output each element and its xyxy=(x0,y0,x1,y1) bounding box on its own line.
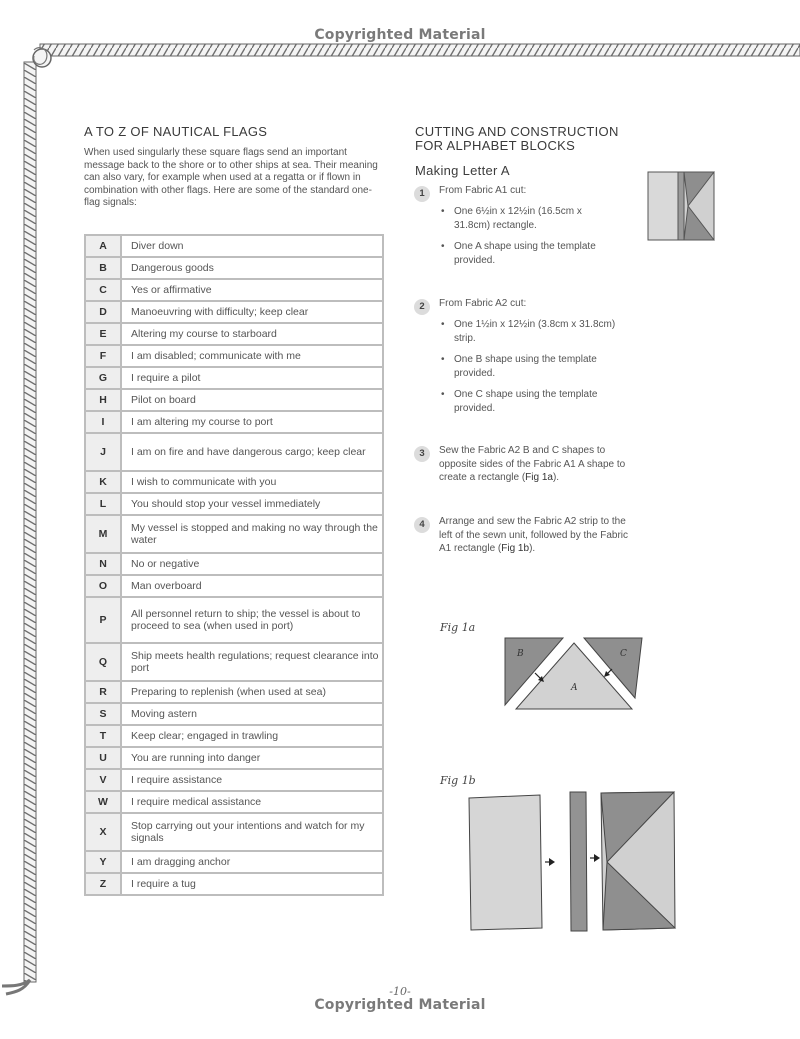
flag-letter: S xyxy=(85,703,121,725)
flag-letter: V xyxy=(85,769,121,791)
flag-row xyxy=(85,575,383,597)
step-4-text xyxy=(439,515,629,556)
flag-meaning: I wish to communicate with you xyxy=(121,471,383,493)
flag-meaning: Altering my course to starboard xyxy=(121,323,383,345)
flag-row xyxy=(85,791,383,813)
flag-row xyxy=(85,643,383,681)
step-3-number: 3 xyxy=(414,446,430,462)
flag-row xyxy=(85,471,383,493)
flag-table xyxy=(84,234,384,896)
step-1-text: From Fabric A1 cut: xyxy=(439,185,527,196)
flag-row xyxy=(85,703,383,725)
flag-meaning: All personnel return to ship; the vessel is about to proceed to sea (when used in port) xyxy=(121,597,383,643)
step-4-fig-ref: Fig 1b xyxy=(501,543,530,554)
flag-letter: R xyxy=(85,681,121,703)
flag-row xyxy=(85,279,383,301)
flags-title: A TO Z OF NAUTICAL FLAGS xyxy=(84,124,268,139)
flag-row xyxy=(85,235,383,257)
flag-letter: E xyxy=(85,323,121,345)
flag-letter: I xyxy=(85,411,121,433)
flag-row xyxy=(85,257,383,279)
step-4-number: 4 xyxy=(414,517,430,533)
flag-letter: T xyxy=(85,725,121,747)
step-4-text-main: Arrange and sew the Fabric A2 strip to the left of the sewn unit, followed by the Fabric A1 rectangle ( xyxy=(439,516,628,554)
flag-letter: O xyxy=(85,575,121,597)
flag-meaning: Man overboard xyxy=(121,575,383,597)
flag-letter: J xyxy=(85,433,121,471)
fig-1a-diagram xyxy=(500,635,646,715)
step-2-bullet-3: • One C shape using the template provided. xyxy=(441,388,616,415)
fig-1a-label: Fig 1a xyxy=(440,621,476,634)
step-2-list xyxy=(441,318,616,423)
flag-meaning: I require a pilot xyxy=(121,367,383,389)
flag-row xyxy=(85,597,383,643)
flag-letter: N xyxy=(85,553,121,575)
flag-row xyxy=(85,389,383,411)
flag-meaning: I am dragging anchor xyxy=(121,851,383,873)
flag-letter: X xyxy=(85,813,121,851)
flag-row xyxy=(85,367,383,389)
flag-meaning: I require assistance xyxy=(121,769,383,791)
flag-meaning: I require medical assistance xyxy=(121,791,383,813)
step-1-bullet-1: • One 6½in x 12½in (16.5cm x 31.8cm) rectangle. xyxy=(441,205,616,232)
flag-row xyxy=(85,769,383,791)
flag-row xyxy=(85,433,383,471)
flag-row xyxy=(85,411,383,433)
flag-letter: F xyxy=(85,345,121,367)
step-1-list xyxy=(441,205,616,275)
flag-meaning: My vessel is stopped and making no way through the water xyxy=(121,515,383,553)
fig-1a-label-c: C xyxy=(620,649,627,659)
copyright-watermark-bottom: Copyrighted Material xyxy=(314,997,486,1013)
flag-letter: P xyxy=(85,597,121,643)
flag-letter: B xyxy=(85,257,121,279)
flag-letter: C xyxy=(85,279,121,301)
rope-top xyxy=(40,44,800,56)
flag-letter: Q xyxy=(85,643,121,681)
flag-letter: K xyxy=(85,471,121,493)
flag-letter: U xyxy=(85,747,121,769)
flag-meaning: I am altering my course to port xyxy=(121,411,383,433)
step-3-text xyxy=(439,444,629,485)
flag-meaning: I am on fire and have dangerous cargo; keep clear xyxy=(121,433,383,471)
step-3-text-main: Sew the Fabric A2 B and C shapes to opposite sides of the Fabric A1 A shape to create a rectangle ( xyxy=(439,445,626,483)
fig-1a-label-b: B xyxy=(517,649,524,659)
flag-meaning: You are running into danger xyxy=(121,747,383,769)
copyright-watermark-top: Copyrighted Material xyxy=(314,27,486,43)
flags-intro: When used singularly these square flags send an important message back to the shore or to other ships at sea. Their meaning can also vary, for example when used at a regatta or if flown in combination with other flags. Here are some of the standard one-flag signals: xyxy=(84,147,378,209)
flag-meaning: I require a tug xyxy=(121,873,383,895)
flag-row xyxy=(85,873,383,895)
flag-row xyxy=(85,515,383,553)
flag-meaning: Dangerous goods xyxy=(121,257,383,279)
rope-left xyxy=(24,62,36,982)
flag-row xyxy=(85,301,383,323)
flag-meaning: Yes or affirmative xyxy=(121,279,383,301)
flag-letter: L xyxy=(85,493,121,515)
flag-row xyxy=(85,851,383,873)
fig-1a-label-a: A xyxy=(571,683,578,693)
step-1-bullet-2: • One A shape using the template provided. xyxy=(441,240,616,267)
flag-letter: H xyxy=(85,389,121,411)
flag-letter: D xyxy=(85,301,121,323)
flag-letter: M xyxy=(85,515,121,553)
step-2-bullet-2: • One B shape using the template provided. xyxy=(441,353,616,380)
fig-1b-diagram xyxy=(465,788,680,936)
flag-meaning: Preparing to replenish (when used at sea) xyxy=(121,681,383,703)
step-1-number: 1 xyxy=(414,186,430,202)
flag-row xyxy=(85,681,383,703)
flag-meaning: Keep clear; engaged in trawling xyxy=(121,725,383,747)
flag-meaning: Ship meets health regulations; request clearance into port xyxy=(121,643,383,681)
flag-letter: A xyxy=(85,235,121,257)
letter-a-block-thumbnail xyxy=(646,170,718,242)
step-2-bullet-1: • One 1½in x 12½in (3.8cm x 31.8cm) strip. xyxy=(441,318,616,345)
making-letter-subhead: Making Letter A xyxy=(415,163,510,178)
flag-row xyxy=(85,747,383,769)
flag-row xyxy=(85,323,383,345)
flag-letter: G xyxy=(85,367,121,389)
cutting-title-line1: CUTTING AND CONSTRUCTION xyxy=(415,124,619,139)
flag-meaning: Pilot on board xyxy=(121,389,383,411)
flag-meaning: Diver down xyxy=(121,235,383,257)
flag-meaning: Moving astern xyxy=(121,703,383,725)
step-3-text-end: ). xyxy=(552,472,560,483)
flag-letter: Z xyxy=(85,873,121,895)
flag-meaning: You should stop your vessel immediately xyxy=(121,493,383,515)
step-4-text-end: ). xyxy=(529,543,536,554)
flag-meaning: Manoeuvring with difficulty; keep clear xyxy=(121,301,383,323)
step-2-number: 2 xyxy=(414,299,430,315)
flag-row xyxy=(85,345,383,367)
fig-1b-label: Fig 1b xyxy=(440,774,476,787)
flag-letter: Y xyxy=(85,851,121,873)
step-3-fig-ref: Fig 1a xyxy=(525,472,553,483)
flag-meaning: Stop carrying out your intentions and watch for my signals xyxy=(121,813,383,851)
flag-row xyxy=(85,813,383,851)
flag-meaning: I am disabled; communicate with me xyxy=(121,345,383,367)
flag-letter: W xyxy=(85,791,121,813)
flag-meaning: No or negative xyxy=(121,553,383,575)
cutting-title-line2: FOR ALPHABET BLOCKS xyxy=(415,138,576,153)
flag-row xyxy=(85,553,383,575)
step-2-text: From Fabric A2 cut: xyxy=(439,298,527,309)
page-number: -10- xyxy=(389,985,411,998)
flag-row xyxy=(85,493,383,515)
flag-row xyxy=(85,725,383,747)
